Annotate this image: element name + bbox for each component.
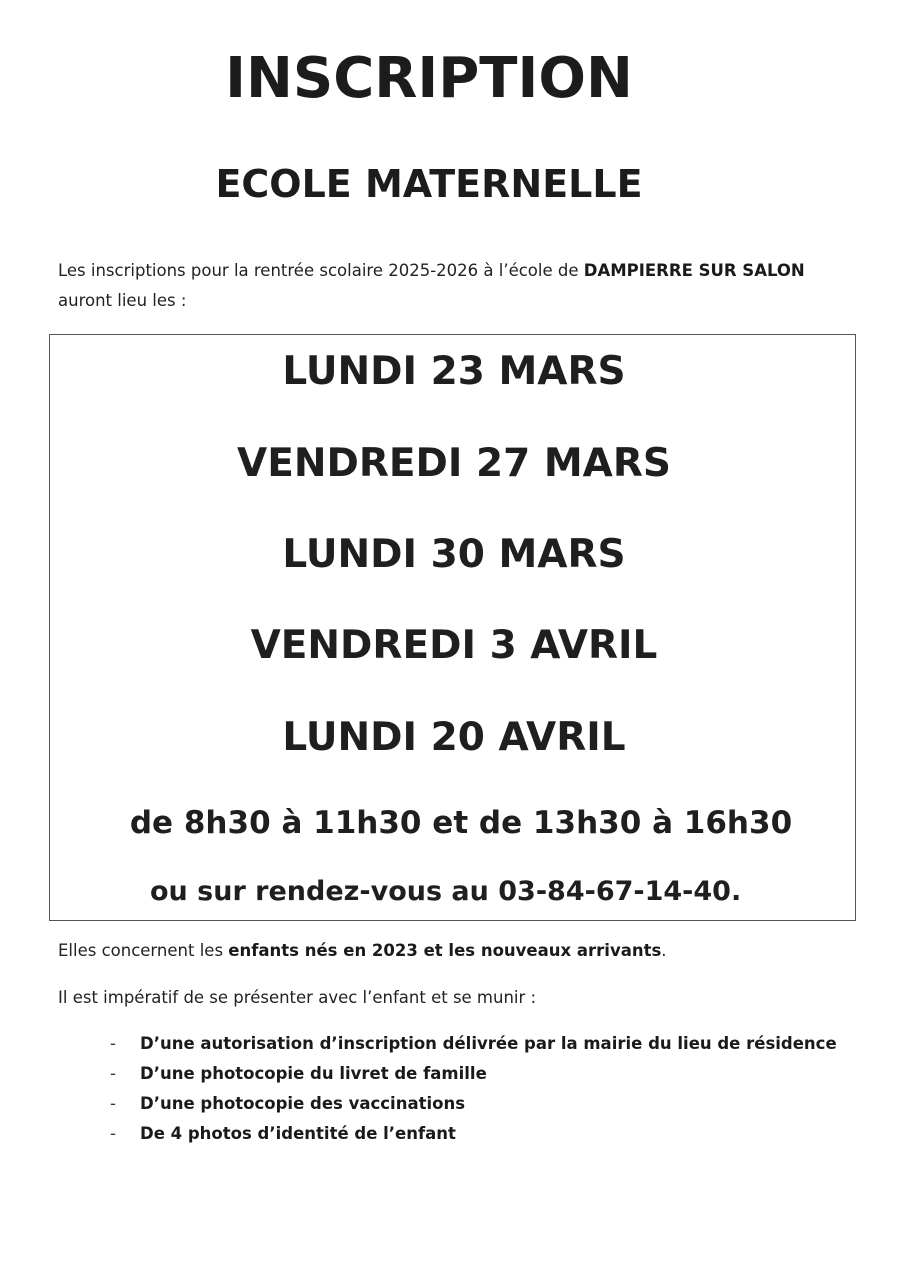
appointment-phone: ou sur rendez-vous au 03-84-67-14-40. (150, 876, 742, 907)
date-line: VENDREDI 27 MARS (237, 441, 671, 486)
date-line: VENDREDI 3 AVRIL (250, 623, 658, 668)
list-item (110, 1124, 837, 1154)
document-list (110, 1034, 837, 1154)
opening-hours: de 8h30 à 11h30 et de 13h30 à 16h30 (129, 805, 793, 841)
bullet-dash: - (110, 1124, 116, 1143)
page-subtitle: ECOLE MATERNELLE (215, 162, 643, 206)
date-line: LUNDI 23 MARS (282, 349, 626, 394)
bullet-dash: - (110, 1064, 116, 1083)
page-title: INSCRIPTION (225, 46, 633, 111)
school-name: DAMPIERRE SUR SALON (583, 261, 805, 280)
concern-line (58, 943, 667, 960)
requirement-line: Il est impératif de se présenter avec l’enfant et se munir : (58, 988, 537, 1007)
list-item-text: D’une photocopie des vaccinations (140, 1094, 466, 1113)
concern-target: enfants nés en 2023 et les nouveaux arrivants (228, 941, 662, 960)
list-item-text: D’une photocopie du livret de famille (140, 1064, 487, 1083)
date-line: LUNDI 20 AVRIL (282, 715, 626, 760)
intro-text: Les inscriptions pour la rentrée scolaire 2025-2026 à l’école de (58, 261, 584, 280)
list-item (110, 1034, 837, 1064)
schedule-box (49, 334, 856, 921)
list-item-text: De 4 photos d’identité de l’enfant (140, 1124, 456, 1143)
date-line: LUNDI 30 MARS (282, 532, 626, 577)
intro-line-2: auront lieu les : (58, 291, 187, 310)
concern-prefix: Elles concernent les (58, 941, 229, 960)
intro-line-1 (58, 263, 805, 280)
bullet-dash: - (110, 1094, 116, 1113)
list-item-text: D’une autorisation d’inscription délivrée par la mairie du lieu de résidence (140, 1034, 837, 1053)
concern-suffix: . (661, 941, 667, 960)
list-item (110, 1094, 837, 1124)
bullet-dash: - (110, 1034, 116, 1053)
list-item (110, 1064, 837, 1094)
